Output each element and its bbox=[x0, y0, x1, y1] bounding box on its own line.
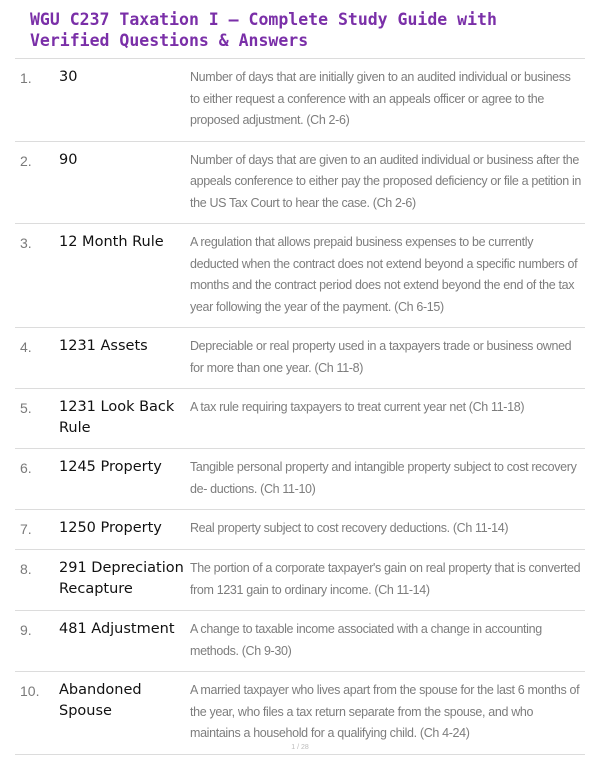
card-number: 2. bbox=[20, 152, 32, 169]
card-term: 1231 Look Back Rule bbox=[59, 399, 175, 436]
card-number: 6. bbox=[20, 460, 32, 476]
page-indicator: 1 / 28 bbox=[291, 744, 309, 751]
flashcard-row bbox=[15, 328, 585, 389]
card-definition: A change to taxable income associated with a change in accounting methods. (Ch 9-30) bbox=[190, 622, 542, 658]
card-number: 1. bbox=[20, 70, 32, 86]
card-number: 9. bbox=[20, 622, 32, 638]
card-number: 8. bbox=[20, 561, 32, 577]
flashcard-row bbox=[15, 510, 585, 550]
card-definition: Number of days that are given to an audited individual or business after the appeals conference to either pay the proposed deficiency or file a petition in the US Tax Court to hear the case. (Ch 2-6) bbox=[190, 152, 582, 210]
card-number: 3. bbox=[20, 235, 32, 251]
flashcard-row bbox=[15, 142, 585, 225]
card-term: 1231 Assets bbox=[59, 338, 148, 354]
document-title: WGU C237 Taxation I – Complete Study Guide with Verified Questions & Answers bbox=[30, 10, 497, 50]
flashcard-row bbox=[15, 389, 585, 449]
flashcard-row bbox=[15, 224, 585, 328]
flashcard-row bbox=[15, 59, 585, 142]
card-number: 7. bbox=[20, 521, 32, 537]
card-number: 5. bbox=[20, 400, 32, 416]
card-term: 291 Depreciation Recapture bbox=[59, 560, 184, 597]
card-definition: Tangible personal property and intangible property subject to cost recovery de- ductions. (Ch 11-10) bbox=[190, 460, 577, 496]
card-term: 30 bbox=[59, 69, 78, 85]
card-number: 10. bbox=[20, 683, 40, 699]
flashcard-row bbox=[15, 611, 585, 672]
card-definition: A tax rule requiring taxpayers to treat current year net (Ch 11-18) bbox=[190, 400, 525, 414]
flashcard-row bbox=[15, 449, 585, 510]
flashcard-row bbox=[15, 672, 585, 755]
card-term: 90 bbox=[59, 151, 78, 168]
card-definition: A regulation that allows prepaid business expenses to be currently deducted when the contract does not extend beyond a specific numbers of months and the contract period does not extend beyond the end of the tax year following the year of the payment. (Ch 6-15) bbox=[190, 235, 578, 314]
flashcard-row bbox=[15, 550, 585, 611]
card-term: Abandoned Spouse bbox=[59, 682, 142, 719]
card-definition: Real property subject to cost recovery deductions. (Ch 11-14) bbox=[190, 521, 509, 535]
flashcard-list bbox=[15, 58, 585, 755]
card-definition: The portion of a corporate taxpayer's gain on real property that is converted from 1231 gain to ordinary income. (Ch 11-14) bbox=[190, 561, 581, 597]
card-term: 12 Month Rule bbox=[59, 234, 164, 250]
card-definition: Depreciable or real property used in a taxpayers trade or business owned for more than one year. (Ch 11-8) bbox=[190, 339, 572, 375]
card-term: 481 Adjustment bbox=[59, 621, 175, 637]
card-number: 4. bbox=[20, 339, 32, 355]
card-term: 1250 Property bbox=[59, 520, 162, 536]
card-term: 1245 Property bbox=[59, 459, 162, 475]
card-definition: Number of days that are initially given to an audited individual or business to either request a conference with an appeals officer or agree to the proposed adjustment. (Ch 2-6) bbox=[190, 70, 571, 127]
card-definition: A married taxpayer who lives apart from the spouse for the last 6 months of the year, who files a tax return separate from the spouse, and who maintains a household for a qualifying child. (Ch 4-24) bbox=[190, 683, 580, 740]
